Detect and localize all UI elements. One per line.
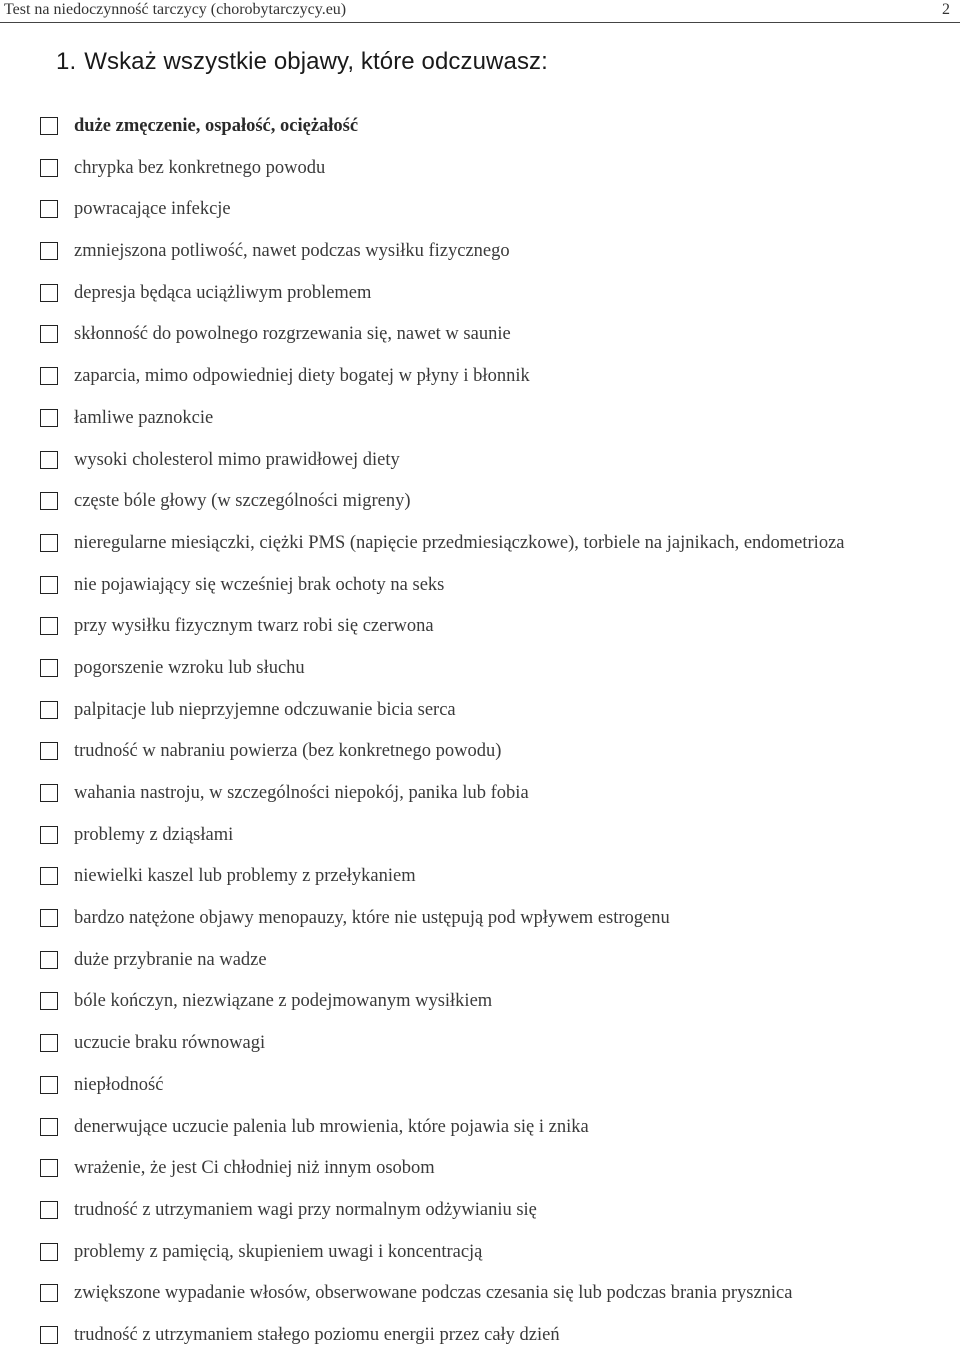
symptom-checkbox[interactable] [40,492,58,510]
symptom-label: palpitacje lub nieprzyjemne odczuwanie bicia serca [74,699,456,720]
symptom-item[interactable] [0,1190,960,1232]
symptom-checkbox[interactable] [40,117,58,135]
symptom-item[interactable] [0,523,960,565]
page-number: 2 [942,1,950,18]
symptom-label: depresja będąca uciążliwym problemem [74,282,372,303]
symptom-checkbox[interactable] [40,784,58,802]
symptom-label: uczucie braku równowagi [74,1033,266,1054]
symptom-item[interactable] [0,773,960,815]
question-text: Wskaż wszystkie objawy, które odczuwasz: [84,48,548,75]
symptom-item[interactable] [0,148,960,190]
question-number: 1. [56,48,77,75]
symptom-checkbox[interactable] [40,1243,58,1261]
symptom-checkbox[interactable] [40,159,58,177]
symptom-checkbox[interactable] [40,701,58,719]
header-title: Test na niedoczynność tarczycy (chorobytarczycy.eu) [4,1,347,18]
symptom-item[interactable] [0,440,960,482]
symptom-label: duże przybranie na wadze [74,949,267,970]
symptom-label: przy wysiłku fizycznym twarz robi się czerwona [74,616,434,637]
symptom-label: zmniejszona potliwość, nawet podczas wysiłku fizycznego [74,241,510,262]
symptom-item[interactable] [0,356,960,398]
symptom-checkbox[interactable] [40,409,58,427]
symptom-checkbox[interactable] [40,325,58,343]
symptom-label: nieregularne miesiączki, ciężki PMS (napięcie przedmiesiączkowe), torbiele na jajnikach, endometrioza [74,532,845,553]
symptom-item[interactable] [0,856,960,898]
symptom-checkbox[interactable] [40,617,58,635]
symptom-checkbox[interactable] [40,1201,58,1219]
symptom-checkbox[interactable] [40,1118,58,1136]
symptom-item[interactable] [0,314,960,356]
symptom-item[interactable] [0,1107,960,1149]
symptom-item[interactable] [0,1315,960,1357]
symptom-item[interactable] [0,606,960,648]
symptom-label: wrażenie, że jest Ci chłodniej niż innym osobom [74,1158,435,1179]
symptom-checkbox[interactable] [40,451,58,469]
symptom-label: denerwujące uczucie palenia lub mrowienia, które pojawia się i znika [74,1116,589,1137]
symptom-label: bóle kończyn, niezwiązane z podejmowanym wysiłkiem [74,991,493,1012]
page-header [0,0,960,23]
symptom-label: trudność w nabraniu powierza (bez konkretnego powodu) [74,741,502,762]
question-title [56,48,548,76]
symptom-label: wahania nastroju, w szczególności niepokój, panika lub fobia [74,783,529,803]
symptom-checkbox[interactable] [40,992,58,1010]
symptom-label: niewielki kaszel lub problemy z przełykaniem [74,866,416,887]
symptom-checkbox[interactable] [40,826,58,844]
symptom-item[interactable] [0,1065,960,1107]
symptom-checkbox[interactable] [40,534,58,552]
symptom-label: wysoki cholesterol mimo prawidłowej diety [74,449,400,470]
symptom-label: bardzo natężone objawy menopauzy, które nie ustępują pod wpływem estrogenu [74,908,670,929]
symptom-item[interactable] [0,648,960,690]
symptom-checkbox[interactable] [40,367,58,385]
symptom-checkbox[interactable] [40,1076,58,1094]
symptom-item[interactable] [0,565,960,607]
symptom-item[interactable] [0,690,960,732]
symptom-item[interactable] [0,189,960,231]
symptom-item[interactable] [0,1232,960,1274]
symptom-label: trudność z utrzymaniem stałego poziomu energii przez cały dzień [74,1324,560,1345]
symptom-item[interactable] [0,1148,960,1190]
symptom-label: skłonność do powolnego rozgrzewania się, nawet w saunie [74,324,511,345]
symptom-checkbox[interactable] [40,909,58,927]
symptom-item[interactable] [0,940,960,982]
symptom-checklist [0,106,960,1357]
symptom-label: pogorszenie wzroku lub słuchu [74,657,305,678]
symptom-checkbox[interactable] [40,1284,58,1302]
symptom-item[interactable] [0,1023,960,1065]
symptom-checkbox[interactable] [40,200,58,218]
symptom-label: problemy z dziąsłami [74,824,234,845]
symptom-label: zwiększone wypadanie włosów, obserwowane podczas czesania się lub podczas brania prysznica [74,1283,793,1304]
symptom-label: duże zmęczenie, ospałość, ociężałość [74,116,359,136]
symptom-item[interactable] [0,731,960,773]
symptom-item[interactable] [0,273,960,315]
symptom-label: częste bóle głowy (w szczególności migreny) [74,491,411,512]
symptom-checkbox[interactable] [40,1159,58,1177]
symptom-checkbox[interactable] [40,659,58,677]
symptom-label: zaparcia, mimo odpowiedniej diety bogatej w płyny i błonnik [74,366,530,387]
symptom-checkbox[interactable] [40,742,58,760]
symptom-item[interactable] [0,815,960,857]
symptom-checkbox[interactable] [40,284,58,302]
symptom-item[interactable] [0,481,960,523]
symptom-item[interactable] [0,898,960,940]
symptom-checkbox[interactable] [40,242,58,260]
symptom-checkbox[interactable] [40,1326,58,1344]
symptom-label: nie pojawiający się wcześniej brak ochoty na seks [74,574,445,595]
symptom-item[interactable] [0,1273,960,1315]
symptom-checkbox[interactable] [40,576,58,594]
symptom-label: powracające infekcje [74,199,231,220]
symptom-checkbox[interactable] [40,867,58,885]
symptom-item[interactable] [0,106,960,148]
symptom-label: chrypka bez konkretnego powodu [74,157,326,178]
symptom-label: łamliwe paznokcie [74,407,214,428]
symptom-label: niepłodność [74,1074,164,1095]
symptom-label: problemy z pamięcią, skupieniem uwagi i koncentracją [74,1241,483,1262]
symptom-checkbox[interactable] [40,951,58,969]
symptom-checkbox[interactable] [40,1034,58,1052]
symptom-item[interactable] [0,231,960,273]
symptom-label: trudność z utrzymaniem wagi przy normalnym odżywianiu się [74,1199,537,1220]
symptom-item[interactable] [0,981,960,1023]
symptom-item[interactable] [0,398,960,440]
